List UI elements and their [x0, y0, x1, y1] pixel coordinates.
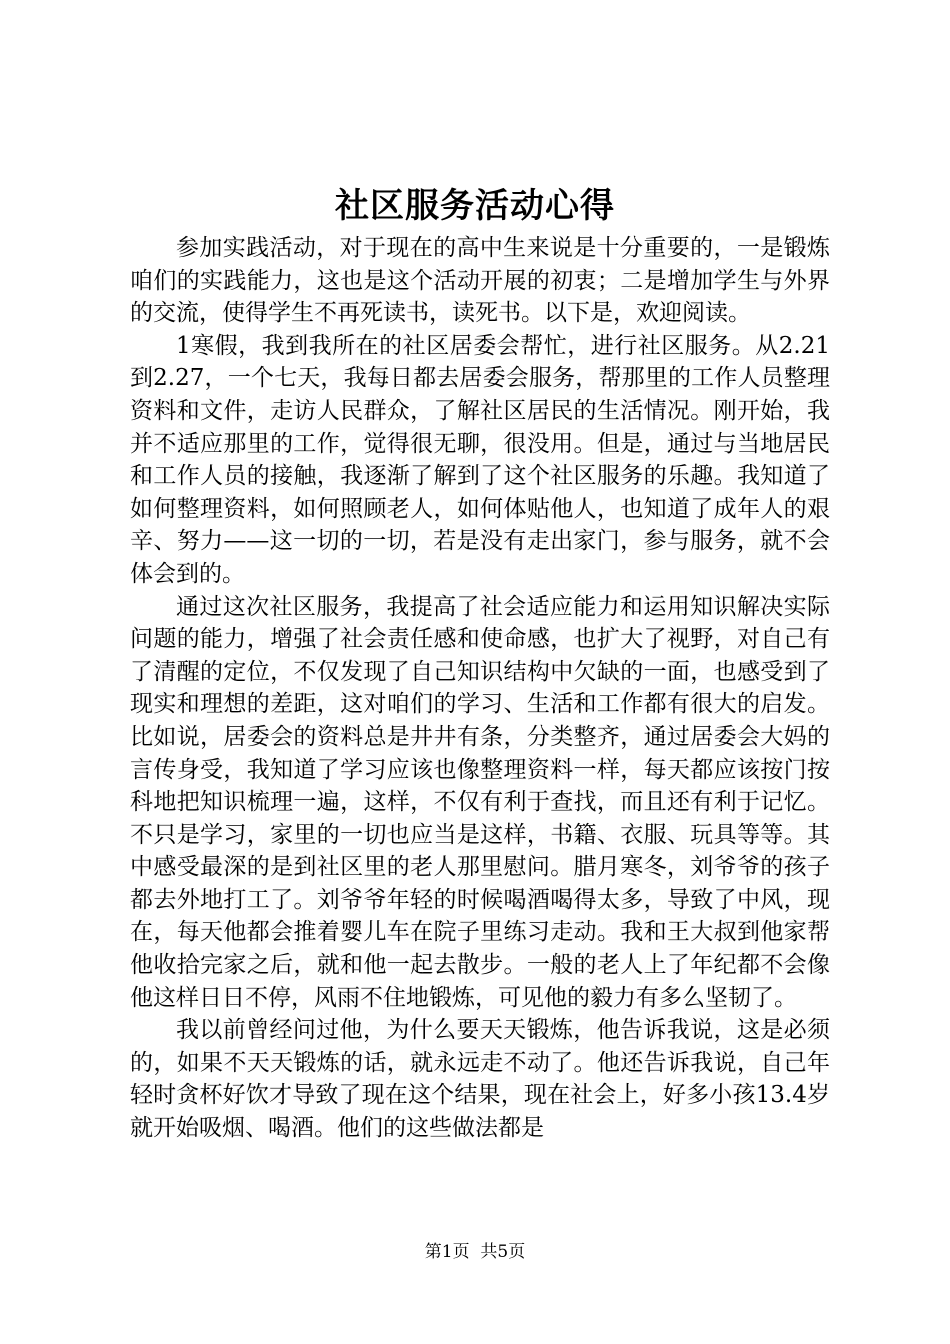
document-body	[130, 232, 830, 1145]
document-title: 社区服务活动心得	[335, 186, 615, 226]
paragraph: 通过这次社区服务，我提高了社会适应能力和运用知识解决实际问题的能力，增强了社会责任感和使命感，也扩大了视野，对自己有了清醒的定位，不仅发现了自己知识结构中欠缺的一面，也感受到了现实和理想的差距，这对咱们的学习、生活和工作都有很大的启发。比如说，居委会的资料总是井井有条，分类整齐，通过居委会大妈的言传身受，我知道了学习应该也像整理资料一样，每天都应该按门按科地把知识梳理一遍，这样，不仅有利于查找，而且还有利于记忆。不只是学习，家里的一切也应当是这样，书籍、衣服、玩具等等。其中感受最深的是到社区里的老人那里慰问。腊月寒冬，刘爷爷的孩子都去外地打工了。刘爷爷年轻的时候喝酒喝得太多，导致了中风，现在，每天他都会推着婴儿车在院子里练习走动。我和王大叔到他家帮他收拾完家之后，就和他一起去散步。一般的老人上了年纪都不会像他这样日日不停，风雨不住地锻炼，可见他的毅力有多么坚韧了。	[130, 593, 830, 1011]
page-footer	[0, 1240, 950, 1264]
paragraph: 1寒假，我到我所在的社区居委会帮忙，进行社区服务。从2.21到2.27，一个七天，我每日都去居委会服务，帮那里的工作人员整理资料和文件，走访人民群众，了解社区居民的生活情况。刚开始，我并不适应那里的工作，觉得很无聊，很没用。但是，通过与当地居民和工作人员的接触，我逐渐了解到了这个社区服务的乐趣。我知道了如何整理资料，如何照顾老人，如何体贴他人，也知道了成年人的艰辛、努力——这一切的一切，若是没有走出家门，参与服务，就不会体会到的。	[130, 332, 830, 587]
page-number: 第1页 共5页	[424, 1242, 526, 1262]
paragraph: 我以前曾经问过他，为什么要天天锻炼，他告诉我说，这是必须的，如果不天天锻炼的话，就永远走不动了。他还告诉我说，自己年轻时贪杯好饮才导致了现在这个结果，现在社会上，好多小孩13.4岁就开始吸烟、喝酒。他们的这些做法都是	[130, 1017, 830, 1142]
paragraph: 参加实践活动，对于现在的高中生来说是十分重要的，一是锻炼咱们的实践能力，这也是这个活动开展的初衷；二是增加学生与外界的交流，使得学生不再死读书，读死书。以下是，欢迎阅读。	[130, 235, 830, 327]
